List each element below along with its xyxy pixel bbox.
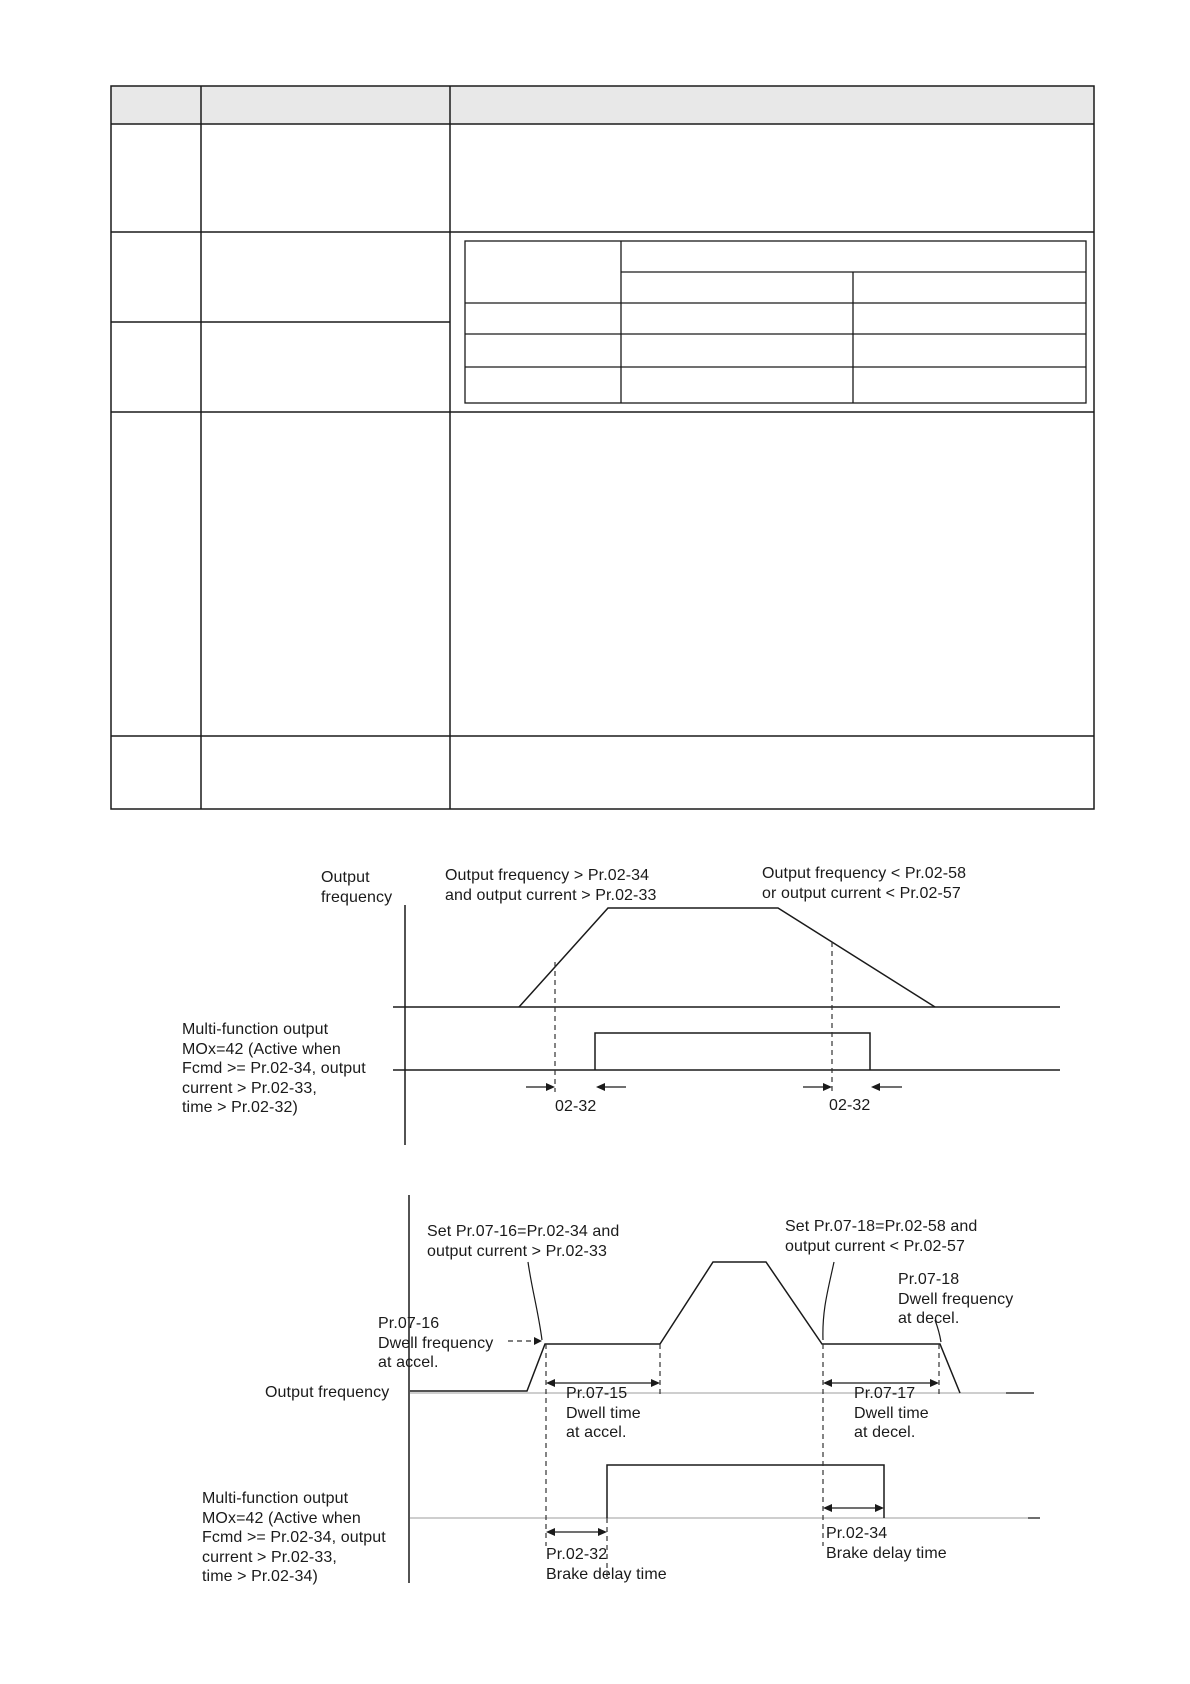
d1-y-axis-label: Output frequency [321,869,393,906]
d1-accel-annotation: Output frequency > Pr.02-34 and output current > Pr.02-33 [445,867,657,904]
d1-delay-label: 02-32 [555,1098,597,1115]
d2-dwell-freq-decel: Pr.07-18 Dwell frequency at decel. [898,1271,1014,1327]
leader-line [528,1262,542,1340]
d2-dwell-time-accel: Pr.07-15 Dwell time at accel. [566,1385,641,1441]
leader-line [823,1262,834,1340]
d2-dwell-freq-accel: Pr.07-16 Dwell frequency at accel. [378,1315,494,1371]
d1-delay-label: 02-32 [829,1097,871,1114]
d1-output-label: Multi-function output MOx=42 (Active when Fcmd >= Pr.02-34, output current > Pr.02-33, time > Pr.02-32) [182,1021,366,1116]
d2-accel-annotation: Set Pr.07-16=Pr.02-34 and output current > Pr.02-33 [427,1223,620,1260]
d2-dwell-time-decel: Pr.07-17 Dwell time at decel. [854,1385,929,1441]
arrow-icon [534,1337,542,1345]
arrow-icon [823,1504,884,1512]
d2-brake-delay-2: Pr.02-34 Brake delay time [826,1525,947,1562]
d2-output-label: Multi-function output MOx=42 (Active when Fcmd >= Pr.02-34, output current > Pr.02-33, time > Pr.02-34) [202,1490,386,1585]
output-pulse [607,1465,884,1518]
d2-decel-annotation: Set Pr.07-18=Pr.02-58 and output current < Pr.02-57 [785,1218,978,1255]
d2-brake-delay-1: Pr.02-32 Brake delay time [546,1546,667,1583]
arrow-icon [546,1528,607,1536]
d2-y-axis-label: Output frequency [265,1384,390,1401]
d1-decel-annotation: Output frequency < Pr.02-58 or output current < Pr.02-57 [762,865,967,902]
